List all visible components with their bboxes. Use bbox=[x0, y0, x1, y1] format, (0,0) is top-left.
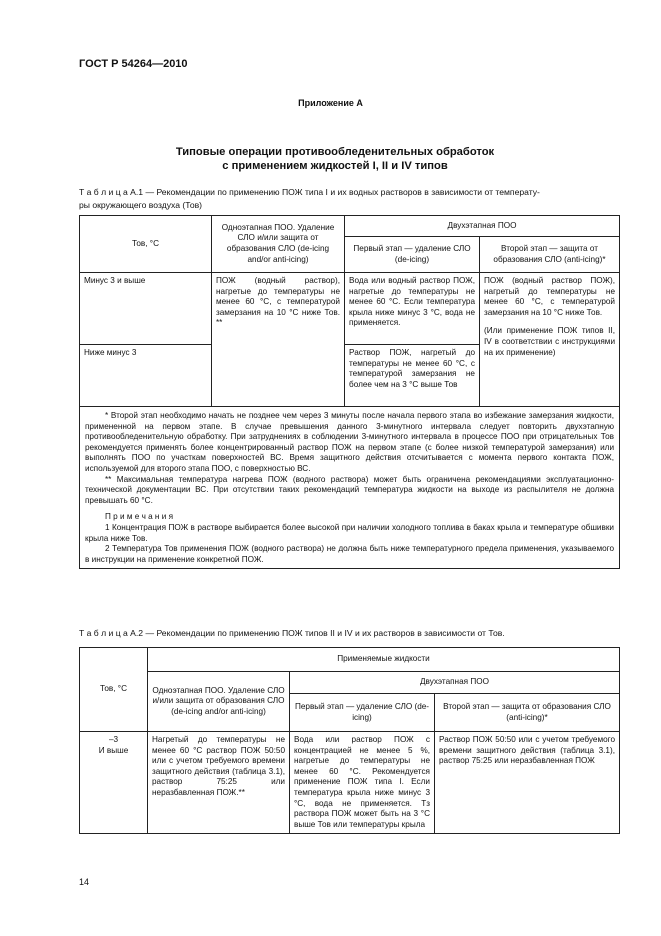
appendix-label: Приложение А bbox=[298, 98, 363, 108]
table-a1-head-second-stage: Второй этап — защита от образования СЛО (anti-icing)* bbox=[480, 237, 620, 273]
table-a1-head-two-stage: Двухэтапная ПОО bbox=[345, 216, 620, 237]
note-1: 1 Концентрация ПОЖ в растворе выбирается более высокой при наличии холодного топлива в баках крыла и температуре обшивки крыла ниже Тов. bbox=[85, 522, 615, 543]
footnote-star-1: * Второй этап необходимо начать не позднее чем через 3 минуты после начала первого этапа во избежание замерзания жидкости, примененной на первом этапе. В случае превышения данного 3-минутного интервала следует повторить двухэтапную противообледенительную обработку. При затруднениях в соблюдении 3-минутного интервала в процессе ПОО при отрицательных Тов рекомендуется применять более концентрированный раствор ПОЖ на первом этапе (с более низкой температурой замерзания) или выполнять ПОО по участкам поверхностей ВС. Время защитного действия отсчитывается с момента первого контакта ПОЖ, используемой для второго этапа ПОО, с поверхностью ВС. bbox=[85, 411, 615, 473]
table-a2-row1-temp-suffix: И выше bbox=[98, 745, 129, 755]
notes-title: П р и м е ч а н и я bbox=[105, 512, 174, 522]
table-a1-one-stage-cell: ПОЖ (водный раствор), нагретые до температуры не менее 60 °С, с температурой замерзания на 10 °С ниже Тов. ** bbox=[212, 273, 345, 407]
table-a1-row2-first-stage: Раствор ПОЖ, нагретый до температуры не менее 60 °С, с температурой замерзания не более чем на 3 °С выше Тов bbox=[345, 345, 480, 407]
table-a1-head-one-stage: Одноэтапная ПОО. Удаление СЛО и/или защита от образования СЛО (de-icing and/or anti-icing) bbox=[212, 216, 345, 273]
note-2: 2 Температура Тов применения ПОЖ (водного раствора) не должна быть ниже температурного предела применения, указываемого в инструкции на применение конкретной ПОЖ. bbox=[85, 544, 615, 564]
table-row bbox=[80, 732, 620, 834]
table-a1-footnotes-row bbox=[80, 407, 620, 569]
table-a2-row1-temp bbox=[80, 732, 148, 834]
table-a2-head-temp: Тов, °С bbox=[80, 648, 148, 732]
table-a2-row1-temp-value: –3 bbox=[108, 735, 119, 744]
table-a1-caption bbox=[79, 186, 619, 211]
table-a1-footnotes bbox=[80, 407, 620, 569]
table-a2-head-two-stage: Двухэтапная ПОО bbox=[290, 672, 620, 694]
heading-line-1: Типовые операции противообледенительных обработок bbox=[175, 146, 495, 158]
table-a1-second-stage-alt: (Или применение ПОЖ типов II, IV в соответствии с инструкциями на их применение) bbox=[484, 326, 616, 357]
page-number: 14 bbox=[79, 877, 90, 887]
table-a2-row1-second-stage: Раствор ПОЖ 50:50 или с учетом требуемого времени защитного действия (таблица 3.1), раствор 75:25 или неразбавленная ПОЖ bbox=[435, 732, 620, 834]
table-a1-head-temp: Тов, °С bbox=[80, 216, 212, 273]
document-id: ГОСТ Р 54264—2010 bbox=[79, 58, 188, 70]
footnote-star-2: ** Максимальная температура нагрева ПОЖ (водного раствора) может быть ограничена рекомендациями эксплуатационно-технической документации ВС. При отсутствии таких рекомендаций температура жидкости на выходе из распылителя не должна превышать 60 °С. bbox=[85, 474, 615, 505]
table-a2-row1-first-stage: Вода или раствор ПОЖ с концентрацией не менее 5 %, нагретые до температуры не менее 60 °С. Рекомендуется применение ПОЖ типа I. Если температура крыла ниже минус 3 °С, вода не применяется. Тз раствора ПОЖ может быть на 3 °С выше Тов или температуры крыла bbox=[290, 732, 435, 834]
table-a1-row1-first-stage: Вода или водный раствор ПОЖ, нагретые до температуры не менее 60 °С. Если температура крыла ниже минус 3 °С, вода не применяется. bbox=[345, 273, 480, 345]
table-a2-head-applied: Применяемые жидкости bbox=[148, 648, 620, 672]
table-a1-row2-temp: Ниже минус 3 bbox=[80, 345, 212, 407]
table-a2-head-second-stage: Второй этап — защита от образования СЛО (anti-icing)* bbox=[435, 694, 620, 732]
table-a2-row1-one-stage: Нагретый до температуры не менее 60 °С раствор ПОЖ 50:50 или с учетом требуемого времени защитного действия (таблица 3.1), раствор 75:25 или неразбавленная ПОЖ.** bbox=[148, 732, 290, 834]
table-a2-head-one-stage: Одноэтапная ПОО. Удаление СЛО и/или защита от образования СЛО (de-icing and/or anti-icing) bbox=[148, 672, 290, 732]
table-a1-caption-line-1: Т а б л и ц а А.1 — Рекомендации по применению ПОЖ типа I и их водных растворов в зависимости от температу- bbox=[79, 187, 540, 197]
table-row bbox=[80, 273, 620, 345]
heading-line-2: с применением жидкостей I, II и IV типов bbox=[222, 160, 448, 172]
page-heading bbox=[100, 145, 570, 173]
table-a1-second-stage-cell bbox=[480, 273, 620, 407]
table-a1-second-stage-text: ПОЖ (водный раствор ПОЖ), нагретый до температуры не менее 60 °С, с температурой замерзания на 10 °С ниже Тов. bbox=[484, 276, 616, 317]
table-a1-head-first-stage: Первый этап — удаление СЛО (de-icing) bbox=[345, 237, 480, 273]
table-a1 bbox=[79, 215, 620, 569]
table-a2-caption: Т а б л и ц а А.2 — Рекомендации по применению ПОЖ типов II и IV и их растворов в зависимости от Тов. bbox=[79, 628, 505, 638]
table-a1-row1-temp: Минус 3 и выше bbox=[80, 273, 212, 345]
table-a2 bbox=[79, 647, 620, 834]
table-a2-head-first-stage: Первый этап — удаление СЛО (de-icing) bbox=[290, 694, 435, 732]
table-a1-caption-line-2: ры окружающего воздуха (Тов) bbox=[79, 199, 203, 210]
